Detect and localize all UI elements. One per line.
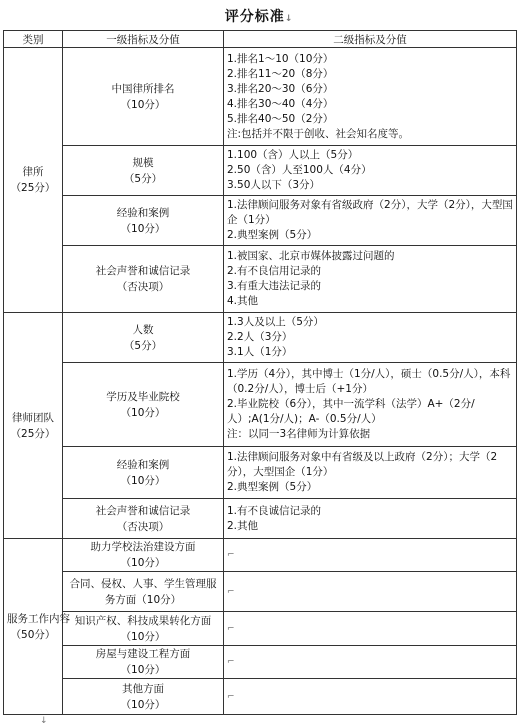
table-row [4, 612, 517, 646]
indicator-experience: 经验和案例 （10分） [63, 196, 224, 246]
detail-ranking: 1.排名1～10（10分） 2.排名11～20（8分） 3.排名20～30（6分） 4.排名30～40（4分） 5.排名40～50（2分） 注:包括并不限于创收、社会知名度等。 [224, 48, 517, 146]
category-firm: 律所 （25分） [4, 48, 63, 313]
detail-headcount: 1.3人及以上（5分） 2.2人（3分） 3.1人（1分） [224, 313, 517, 363]
paragraph-mark: ↓ [40, 716, 48, 726]
detail-reputation: 1.被国家、北京市媒体披露过问题的 2.有不良信用记录的 3.有重大违法记录的 4.其他 [224, 246, 517, 313]
indicator-education: 学历及毕业院校 （10分） [63, 363, 224, 447]
indicator-headcount: 人数 （5分） [63, 313, 224, 363]
detail-empty: ⌐ [224, 646, 517, 679]
table-row [4, 146, 517, 196]
header-row [4, 31, 517, 48]
scoring-table [3, 30, 517, 715]
indicator-other: 其他方面 （10分） [63, 679, 224, 715]
detail-empty: ⌐ [224, 612, 517, 646]
indicator-team-experience: 经验和案例 （10分） [63, 447, 224, 499]
table-row [4, 246, 517, 313]
detail-empty: ⌐ [224, 572, 517, 612]
page-title: 评分标准↓ [224, 9, 294, 25]
indicator-reputation: 社会声誉和诚信记录 （否决项） [63, 246, 224, 313]
table-row [4, 499, 517, 539]
detail-empty: ⌐ [224, 679, 517, 715]
table-row [4, 447, 517, 499]
table-row [4, 313, 517, 363]
header-level1: 一级指标及分值 [63, 31, 224, 48]
indicator-construction: 房屋与建设工程方面 （10分） [63, 646, 224, 679]
indicator-ranking: 中国律所排名 （10分） [63, 48, 224, 146]
indicator-contracts: 合同、侵权、人事、学生管理服务方面（10分） [63, 572, 224, 612]
detail-experience: 1.法律顾问服务对象有省级政府（2分），大学（2分），大型国企（1分） 2.典型案例（5分） [224, 196, 517, 246]
table-row [4, 539, 517, 572]
header-category: 类别 [4, 31, 63, 48]
detail-empty: ⌐ [224, 539, 517, 572]
category-service: 服务工作内容 （50分） [4, 539, 63, 715]
table-row [4, 363, 517, 447]
table-row [4, 48, 517, 146]
header-level2: 二级指标及分值 [224, 31, 517, 48]
category-team: 律师团队 （25分） [4, 313, 63, 539]
detail-education: 1.学历（4分），其中博士（1分/人），硕士（0.5分/人），本科（0.2分/人），博士后（+1分） 2.毕业院校（6分），其中一流学科（法学）A+（2分/人）;A(1分/人)；A-（0.5分/人） 注：以同一3名律师为计算依据 [224, 363, 517, 447]
detail-team-reputation: 1.有不良诚信记录的 2.其他 [224, 499, 517, 539]
indicator-ip: 知识产权、科技成果转化方面 （10分） [63, 612, 224, 646]
detail-team-experience: 1.法律顾问服务对象中有省级及以上政府（2分）；大学（2分），大型国企（1分） 2.典型案例（5分） [224, 447, 517, 499]
detail-scale: 1.100（含）人以上（5分） 2.50（含）人至100人（4分） 3.50人以下（3分） [224, 146, 517, 196]
table-row [4, 572, 517, 612]
table-row [4, 679, 517, 715]
indicator-scale: 规模 （5分） [63, 146, 224, 196]
table-row [4, 196, 517, 246]
indicator-rule-of-law: 助力学校法治建设方面 （10分） [63, 539, 224, 572]
table-row [4, 646, 517, 679]
indicator-team-reputation: 社会声誉和诚信记录 （否决项） [63, 499, 224, 539]
